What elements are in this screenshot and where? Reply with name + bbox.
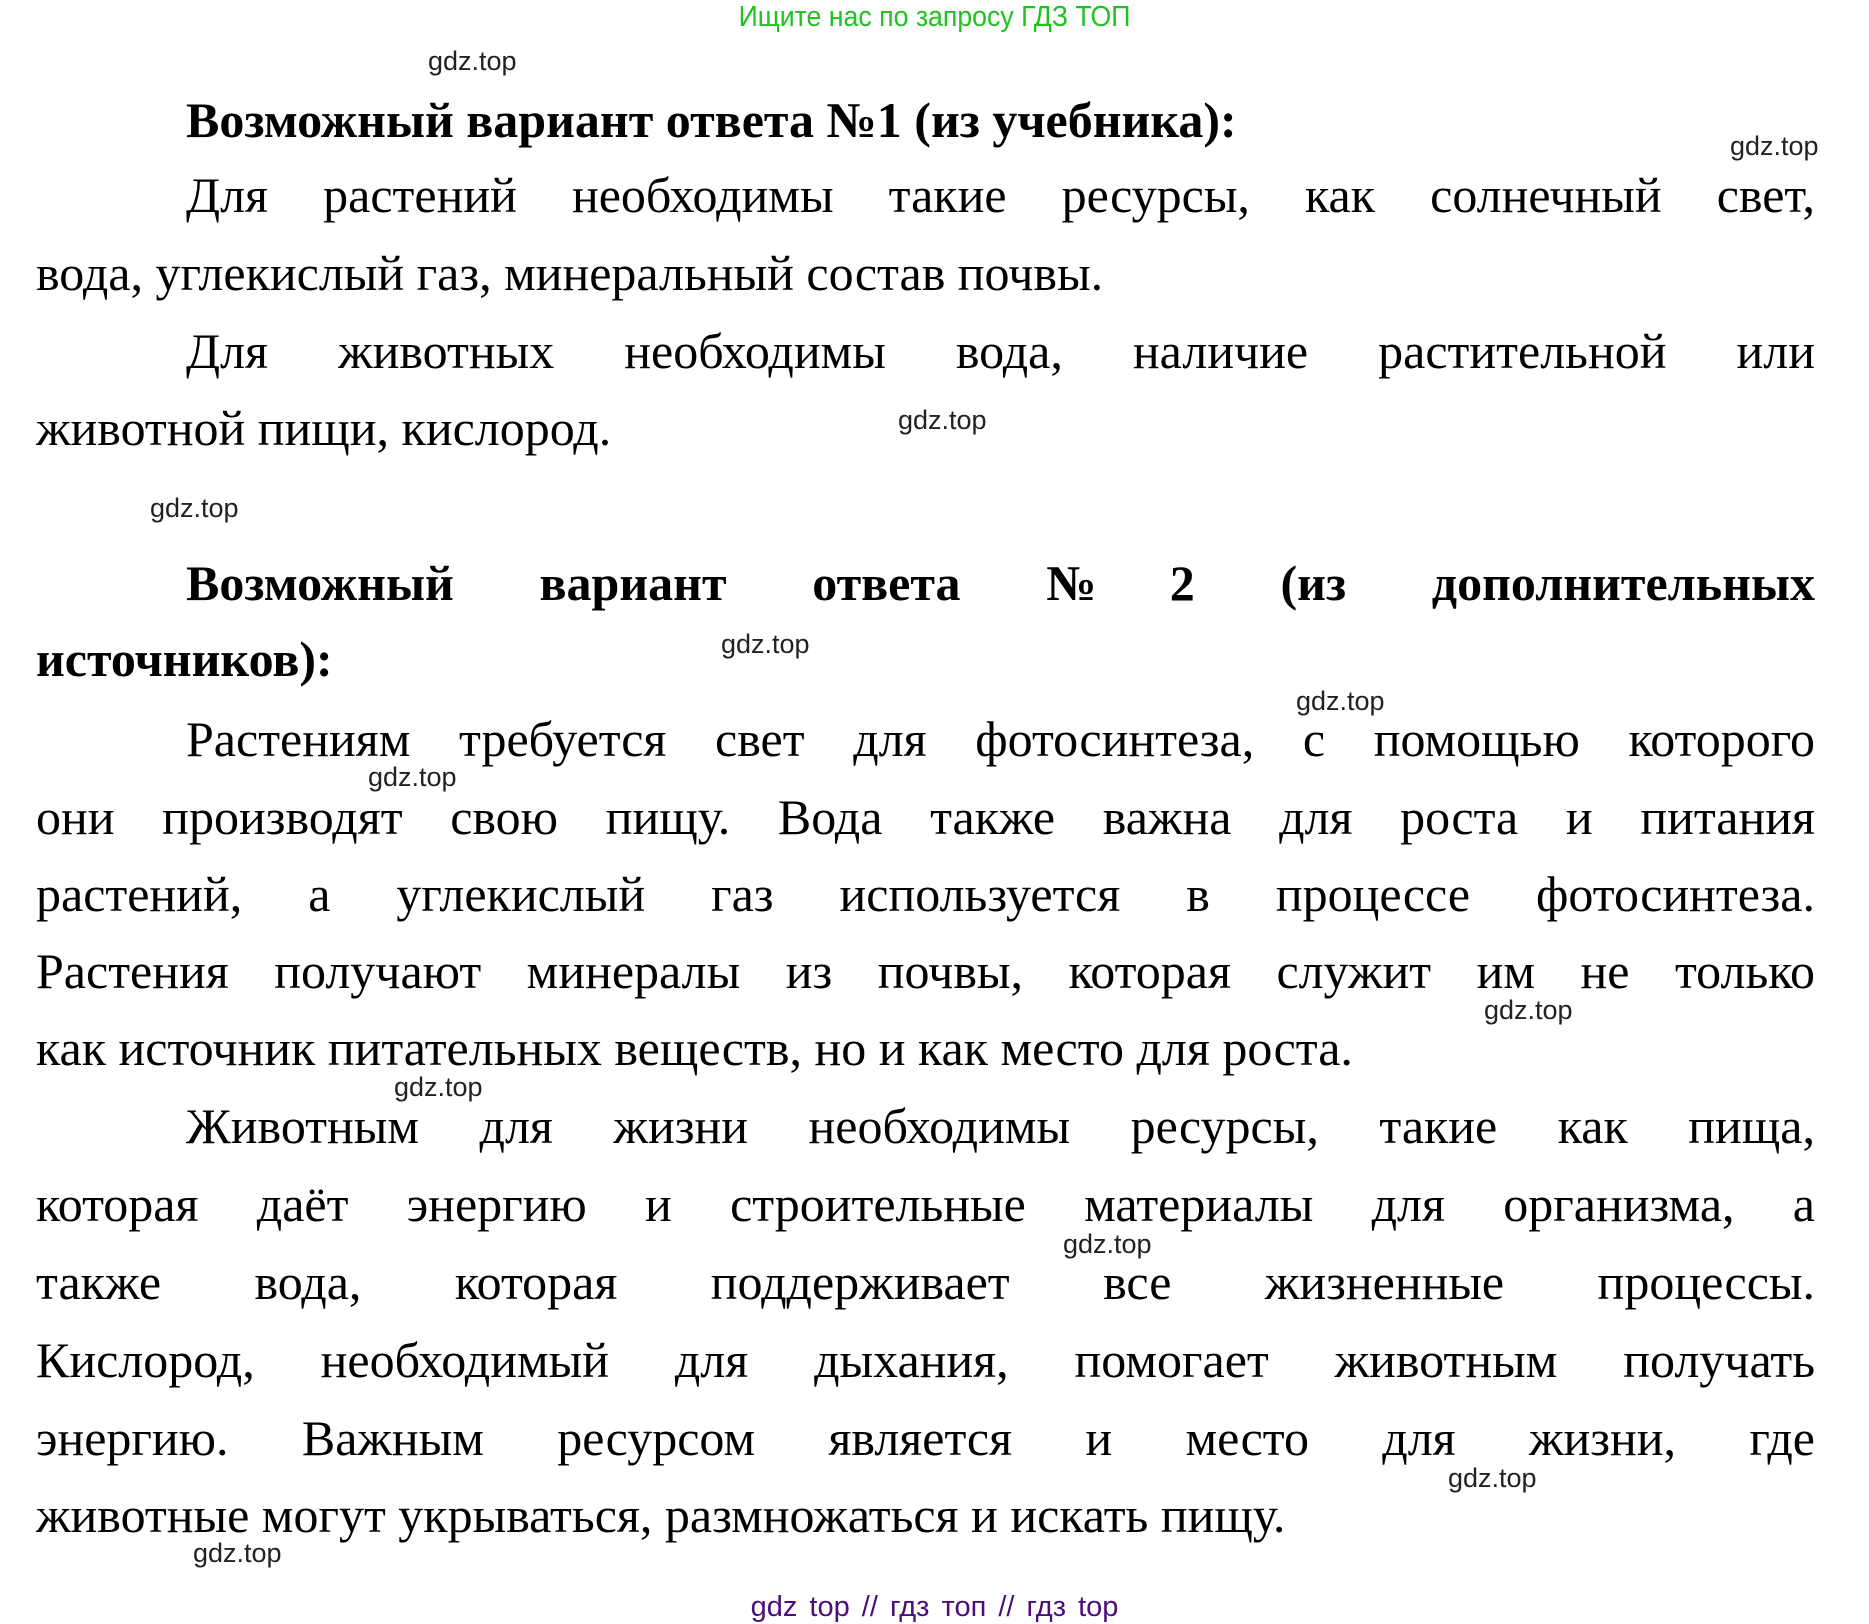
section2-line: Кислород, необходимый для дыхания, помогает животным получать (36, 1332, 1815, 1388)
watermark: gdz.top (150, 493, 239, 523)
watermark: gdz.top (1484, 995, 1573, 1025)
section2-line: как источник питательных веществ, но и как место для роста. (36, 1020, 1353, 1076)
section1-line: животной пищи, кислород. (36, 400, 612, 456)
section2-line: животные могут укрываться, размножаться и искать пищу. (36, 1487, 1286, 1543)
section2-line: они производят свою пищу. Вода также важна для роста и питания (36, 789, 1815, 845)
section1-line: вода, углекислый газ, минеральный состав почвы. (36, 245, 1104, 301)
section2-heading: Возможный вариант ответа №2 (из дополнительных (186, 555, 1815, 611)
section2-line: растений, а углекислый газ используется в процессе фотосинтеза. (36, 866, 1815, 922)
watermark: gdz.top (193, 1538, 282, 1568)
watermark: gdz.top (721, 629, 810, 659)
watermark: gdz.top (394, 1072, 483, 1102)
watermark: gdz.top (1730, 131, 1819, 161)
section2-line: которая даёт энергию и строительные материалы для организма, а (36, 1176, 1815, 1232)
watermark: gdz.top (898, 405, 987, 435)
watermark: gdz.top (1448, 1463, 1537, 1493)
watermark: gdz.top (1063, 1229, 1152, 1259)
footer-watermark: gdz top // гдз топ // гдз top (750, 1591, 1119, 1623)
section2-line: Растениям требуется свет для фотосинтеза, с помощью которого (186, 711, 1815, 767)
section1-line: Для растений необходимы такие ресурсы, как солнечный свет, (186, 167, 1815, 223)
section2-line: Животным для жизни необходимы ресурсы, такие как пища, (186, 1098, 1815, 1154)
watermark: gdz.top (368, 762, 457, 792)
section1-heading: Возможный вариант ответа №1 (из учебника): (186, 92, 1237, 148)
section1-line: Для животных необходимы вода, наличие растительной или (186, 323, 1815, 379)
watermark: gdz.top (428, 46, 517, 76)
watermark: gdz.top (1296, 686, 1385, 716)
section2-line: энергию. Важным ресурсом является и место для жизни, где (36, 1410, 1815, 1466)
section2-line: Растения получают минералы из почвы, которая служит им не только (36, 943, 1815, 999)
section2-heading: источников): (36, 631, 333, 687)
section2-line: также вода, которая поддерживает все жизненные процессы. (36, 1254, 1815, 1310)
search-banner: Ищите нас по запросу ГДЗ ТОП (738, 1, 1131, 33)
